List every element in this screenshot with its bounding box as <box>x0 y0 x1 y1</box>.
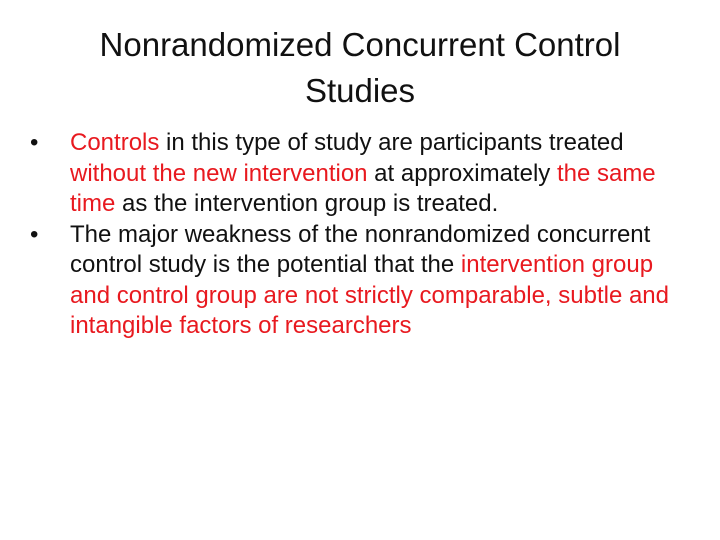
bullet-1-segment-4: at approximately <box>367 159 557 187</box>
bullet-item-weakness <box>30 220 670 342</box>
bullet-2-segment-2: intervention group and control group are not strictly comparable, subtle and intangible factors of researchers <box>70 251 670 339</box>
title-line-2: Studies <box>304 72 416 109</box>
bullet-1-segment-6: as the intervention group is treated. <box>115 190 499 217</box>
bullet-1-segment-3: without the new intervention <box>70 159 368 187</box>
bullet-1-segment-5: the same time <box>70 159 656 217</box>
bullet-2-segment-1: The major weakness of the nonrandomized concurrent control study is the potential that the <box>70 220 651 278</box>
bullet-icon: • <box>30 220 39 248</box>
bullet-1-segment-2: in this type of study are participants treated <box>159 129 624 156</box>
bullet-icon: • <box>30 129 39 156</box>
slide-title <box>40 22 680 114</box>
bullet-item-controls <box>30 128 670 220</box>
bullet-list <box>30 128 670 342</box>
title-line-1: Nonrandomized Concurrent Control <box>99 26 621 63</box>
bullet-1-segment-1: Controls <box>70 129 160 156</box>
